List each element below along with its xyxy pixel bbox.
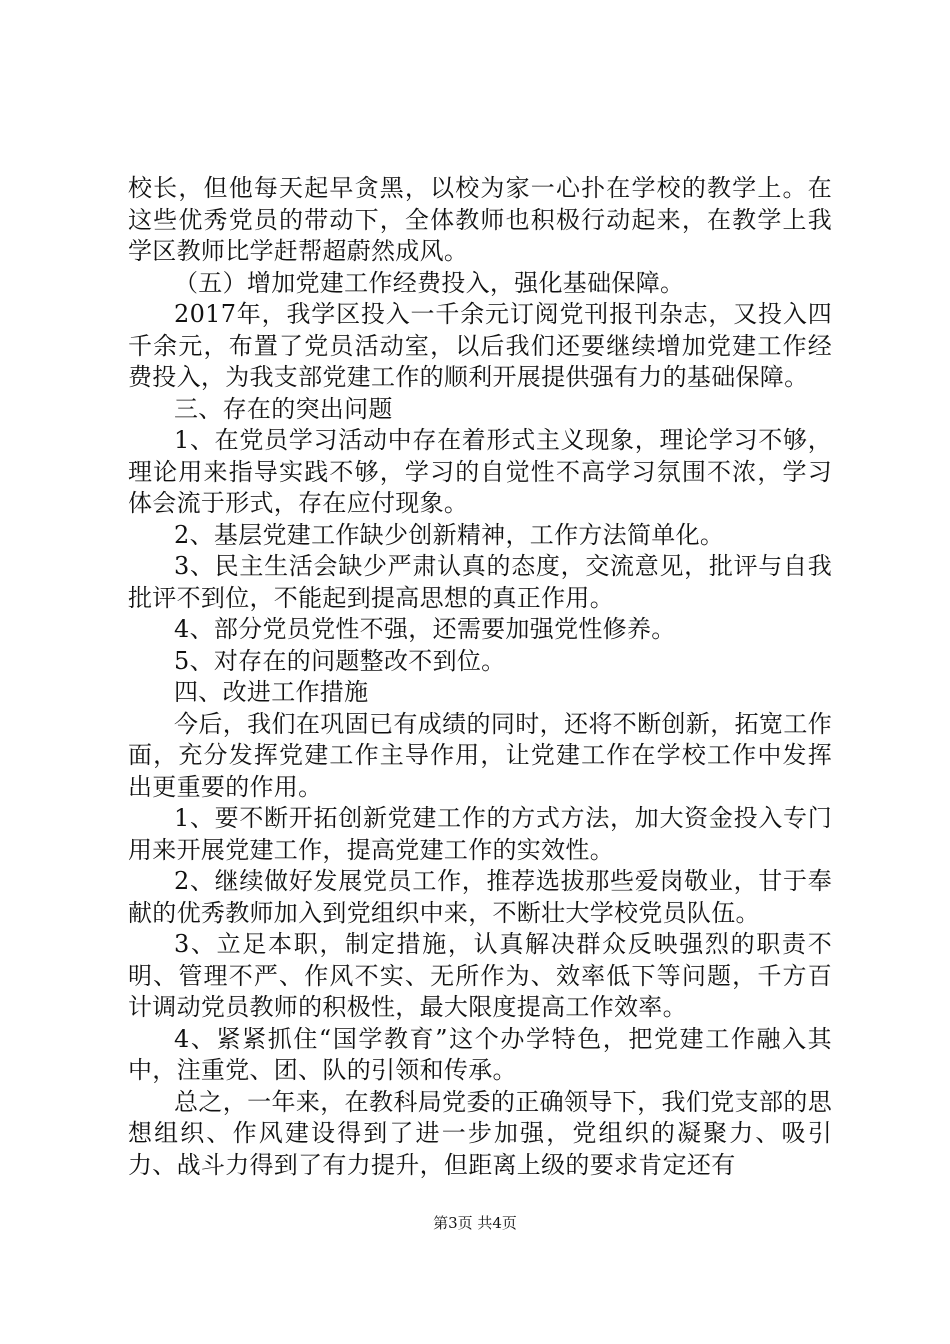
paragraph-1: 校长，但他每天起早贪黑，以校为家一心扑在学校的教学上。在这些优秀党员的带动下，全体教师也积极行动起来，在教学上我学区教师比学赶帮超蔚然成风。	[128, 174, 832, 265]
measure-item-4: 4、紧紧抓住“国学教育”这个办学特色，把党建工作融入其中，注重党、团、队的引领和传承。	[128, 1024, 832, 1084]
problem-item-3: 3、民主生活会缺少严肃认真的态度，交流意见，批评与自我批评不到位，不能起到提高思想的真正作用。	[128, 552, 832, 612]
section-heading-problems: 三、存在的突出问题	[174, 394, 393, 423]
problem-item-5: 5、对存在的问题整改不到位。	[174, 646, 506, 675]
paragraph-summary: 总之，一年来，在教科局党委的正确领导下，我们党支部的思想组织、作风建设得到了进一步加强，党组织的凝聚力、吸引力、战斗力得到了有力提升，但距离上级的要求肯定还有	[128, 1087, 832, 1179]
measure-item-3: 3、立足本职，制定措施，认真解决群众反映强烈的职责不明、管理不严、作风不实、无所作为、效率低下等问题，千方百计调动党员教师的积极性，最大限度提高工作效率。	[128, 930, 832, 1021]
section-heading-five: （五）增加党建工作经费投入，强化基础保障。	[174, 268, 685, 297]
body-text	[128, 173, 832, 1181]
page-number: 第3页 共4页	[433, 1214, 517, 1232]
measure-item-1: 1、要不断开拓创新党建工作的方式方法，加大资金投入专门用来开展党建工作，提高党建工作的实效性。	[128, 804, 832, 864]
problem-item-4: 4、部分党员党性不强，还需要加强党性修养。	[174, 615, 676, 643]
paragraph-future: 今后，我们在巩固已有成绩的同时，还将不断创新，拓宽工作面，充分发挥党建工作主导作用，让党建工作在学校工作中发挥出更重要的作用。	[128, 709, 832, 801]
problem-item-1: 1、在党员学习活动中存在着形式主义现象，理论学习不够，理论用来指导实践不够，学习的自觉性不高学习氛围不浓，学习体会流于形式，存在应付现象。	[128, 426, 832, 517]
paragraph-funding: 2017年，我学区投入一千余元订阅党刊报刊杂志，又投入四千余元，布置了党员活动室，以后我们还要继续增加党建工作经费投入，为我支部党建工作的顺利开展提供强有力的基础保障。	[128, 300, 832, 391]
problem-item-2: 2、基层党建工作缺少创新精神，工作方法简单化。	[174, 520, 725, 549]
page-footer	[0, 1213, 950, 1233]
measure-item-2: 2、继续做好发展党员工作，推荐选拔那些爱岗敬业，甘于奉献的优秀教师加入到党组织中来，不断壮大学校党员队伍。	[128, 867, 832, 927]
section-heading-measures: 四、改进工作措施	[174, 678, 369, 706]
